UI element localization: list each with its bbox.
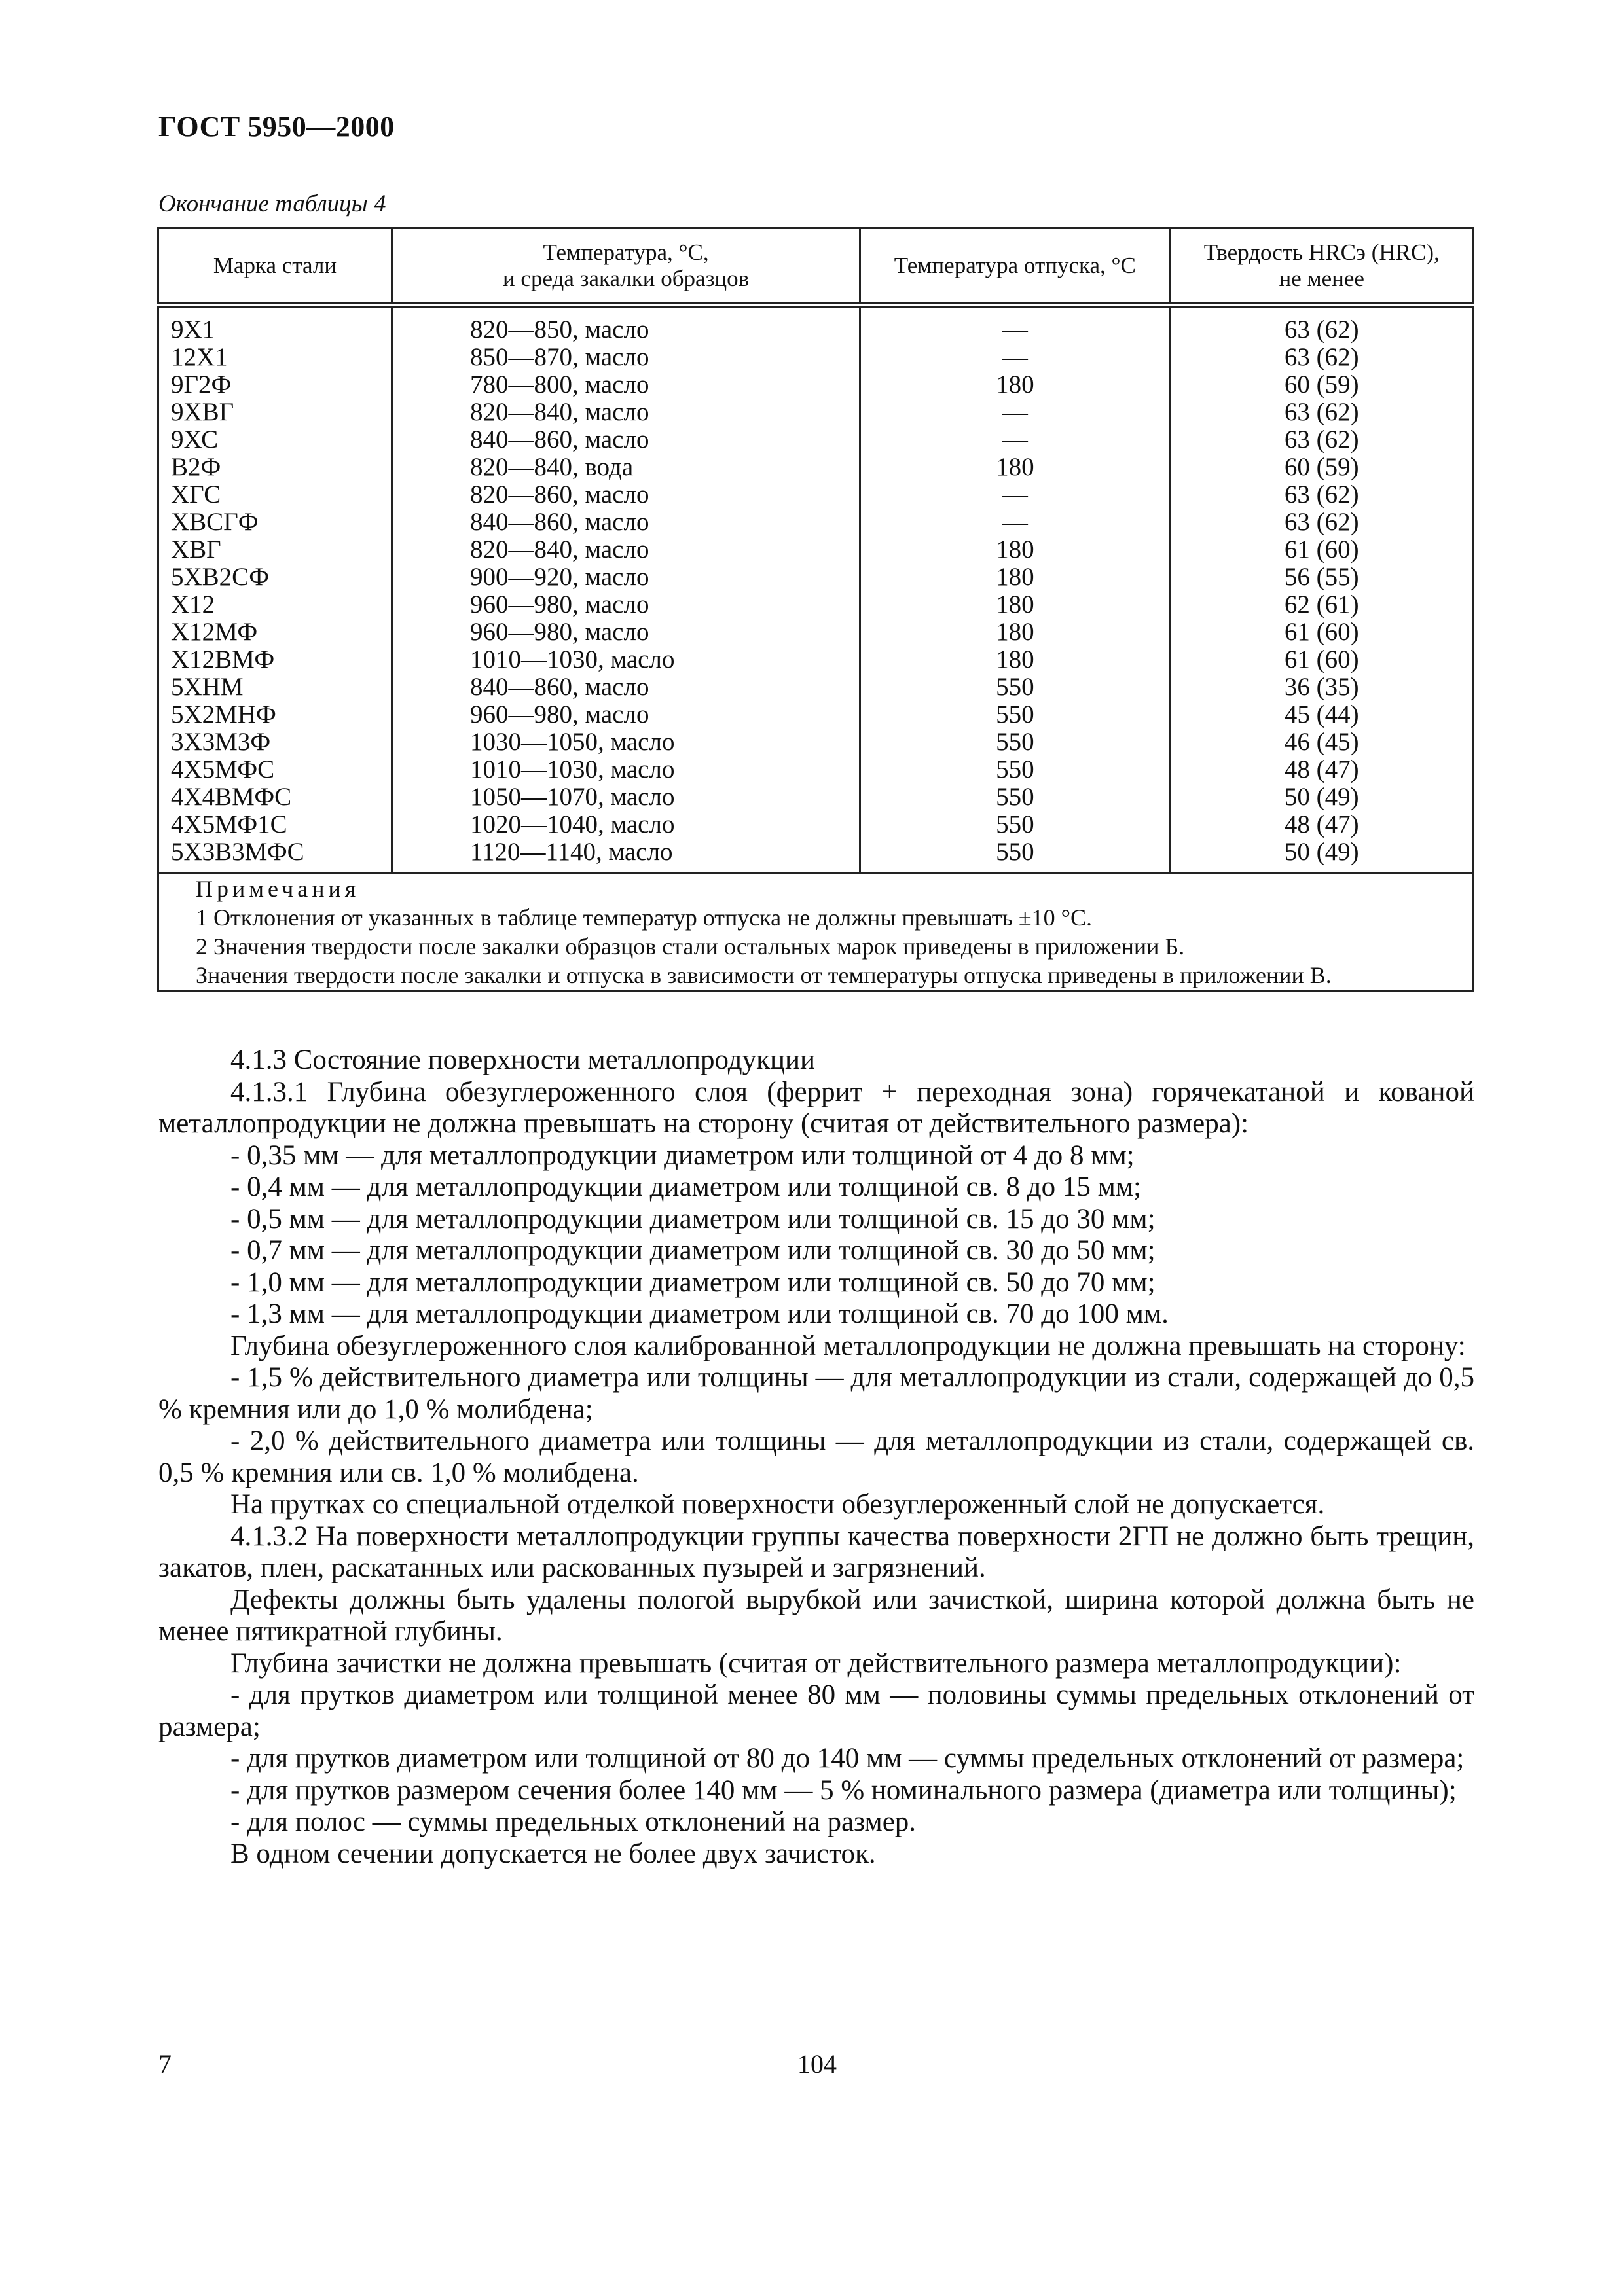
grade-cell: 4Х5МФС <box>171 755 275 783</box>
body-paragraph: В одном сечении допускается не более двух зачисток. <box>230 1838 876 1869</box>
grade-cell: 5ХНМ <box>171 673 244 701</box>
grade-cell: 9ХВГ <box>171 398 234 426</box>
temper-cell: 180 <box>996 535 1034 564</box>
temper-column <box>860 306 1170 874</box>
temper-cell: 550 <box>996 810 1034 838</box>
body-paragraph: - для прутков размером сечения более 140 мм — 5 % номинального размера (диаметра или толщины); <box>230 1774 1457 1806</box>
body-paragraph: 4.1.3.1 Глубина обезуглероженного слоя (феррит + переходная зона) горячекатаной и кованой металлопродукции не должна превышать на сторону (считая от действительного размера): <box>158 1076 1474 1139</box>
grade-cell: 12Х1 <box>171 343 228 371</box>
hardness-cell: 48 (47) <box>1284 755 1359 783</box>
grade-cell: ХГС <box>171 480 221 509</box>
grade-cell: 3Х3М3Ф <box>171 728 271 756</box>
column-header-grade: Марка стали <box>158 228 392 306</box>
body-paragraph: - 0,4 мм — для металлопродукции диаметром или толщиной св. 8 до 15 мм; <box>230 1172 1142 1202</box>
hardness-cell: 45 (44) <box>1284 700 1359 728</box>
temper-cell: 550 <box>996 673 1034 701</box>
quench-cell: 1010—1030, масло <box>469 755 675 783</box>
temper-cell: 180 <box>996 453 1034 481</box>
temper-cell: — <box>1002 398 1028 426</box>
body-paragraph: 4.1.3.2 На поверхности металлопродукции группы качества поверхности 2ГП не должно быть трещин, закатов, плен, раскатанных или раскованных пузырей и загрязнений. <box>158 1520 1474 1583</box>
quench-cell: 1010—1030, масло <box>469 645 675 673</box>
grade-cell: 4Х5МФ1С <box>171 810 287 838</box>
temper-cell: 180 <box>996 618 1034 646</box>
hardness-cell: 36 (35) <box>1284 673 1359 701</box>
hardness-cell: 60 (59) <box>1284 453 1359 481</box>
temper-cell: 550 <box>996 838 1034 866</box>
body-paragraph: Глубина обезуглероженного слоя калиброванной металлопродукции не должна превышать на сторону: <box>230 1330 1466 1361</box>
hardness-cell: 56 (55) <box>1284 563 1359 591</box>
table-notes <box>158 874 1474 991</box>
quench-cell: 820—840, вода <box>469 453 634 481</box>
temper-cell: 550 <box>996 783 1034 811</box>
quench-cell: 900—920, масло <box>469 563 649 591</box>
notes-title: Примечания <box>196 876 360 902</box>
hardness-cell: 63 (62) <box>1284 480 1359 509</box>
note-item: 1 Отклонения от указанных в таблице температур отпуска не должны превышать ±10 °С. <box>196 905 1093 931</box>
hardness-cell: 50 (49) <box>1284 783 1359 811</box>
grade-cell: 5ХВ2СФ <box>171 563 270 591</box>
grade-cell: 5Х2МНФ <box>171 700 276 728</box>
body-paragraph: Дефекты должны быть удалены пологой вырубкой или зачисткой, ширина которой должна быть не менее пятикратной глубины. <box>158 1584 1474 1647</box>
grade-cell: 4Х4ВМФС <box>171 783 292 811</box>
quench-cell: 960—980, масло <box>469 590 649 619</box>
temper-cell: 550 <box>996 728 1034 756</box>
grade-cell: Х12ВМФ <box>171 645 275 673</box>
body-paragraph: 4.1.3 Состояние поверхности металлопродукции <box>230 1045 816 1075</box>
hardness-cell: 61 (60) <box>1284 618 1359 646</box>
quench-cell: 840—860, масло <box>469 673 649 701</box>
grade-cell: ХВГ <box>171 535 221 564</box>
page-number-center: 104 <box>797 2049 837 2079</box>
body-paragraph: - для прутков диаметром или толщиной менее 80 мм — половины суммы предельных отклонений от размера; <box>158 1679 1474 1742</box>
body-paragraph: Глубина зачистки не должна превышать (считая от действительного размера металлопродукции): <box>230 1647 1402 1679</box>
table-notes-row <box>158 874 1474 991</box>
temper-cell: — <box>1002 315 1028 344</box>
temper-cell: 180 <box>996 563 1034 591</box>
body-paragraph: - 0,5 мм — для металлопродукции диаметром или толщиной св. 15 до 30 мм; <box>230 1203 1156 1234</box>
hardness-cell: 48 (47) <box>1284 810 1359 838</box>
temper-cell: — <box>1002 343 1028 371</box>
grade-cell: 9Х1 <box>171 315 215 344</box>
temper-cell: — <box>1002 508 1028 536</box>
hardness-cell: 61 (60) <box>1284 645 1359 673</box>
temper-cell: — <box>1002 425 1028 454</box>
hardness-cell: 62 (61) <box>1284 590 1359 619</box>
body-text <box>158 1045 1474 1870</box>
table-body-row <box>158 306 1474 874</box>
hardness-cell: 63 (62) <box>1284 508 1359 536</box>
temper-cell: 550 <box>996 700 1034 728</box>
hardness-cell: 61 (60) <box>1284 535 1359 564</box>
quench-cell: 840—860, масло <box>469 508 649 536</box>
body-paragraph: - для полос — суммы предельных отклонений на размер. <box>230 1806 917 1837</box>
hardness-cell: 63 (62) <box>1284 343 1359 371</box>
grade-cell: 5Х3В3МФС <box>171 838 304 866</box>
grade-cell: 9Г2Ф <box>171 370 232 399</box>
quench-cell: 960—980, масло <box>469 700 649 728</box>
hardness-column <box>1170 306 1474 874</box>
body-paragraph: - 1,3 мм — для металлопродукции диаметром или толщиной св. 70 до 100 мм. <box>230 1299 1169 1329</box>
hardness-cell: 50 (49) <box>1284 838 1359 866</box>
hardness-cell: 60 (59) <box>1284 370 1359 399</box>
note-item: 2 Значения твердости после закалки образцов стали остальных марок приведены в приложении Б. <box>196 933 1185 960</box>
quench-cell: 850—870, масло <box>469 343 649 371</box>
body-paragraph: - 1,0 мм — для металлопродукции диаметром или толщиной св. 50 до 70 мм; <box>230 1266 1156 1298</box>
steel-hardness-table <box>157 227 1474 992</box>
grade-column <box>158 306 392 874</box>
grade-cell: 9ХС <box>171 425 219 454</box>
quench-cell: 1120—1140, масло <box>469 838 673 866</box>
column-header-hardness: Твердость HRCэ (HRC), не менее <box>1170 228 1474 306</box>
quench-cell: 820—840, масло <box>469 398 649 426</box>
body-paragraph: На прутках со специальной отделкой поверхности обезуглероженный слой не допускается. <box>230 1489 1325 1520</box>
temper-cell: 550 <box>996 755 1034 783</box>
hardness-cell: 63 (62) <box>1284 315 1359 344</box>
body-paragraph: - 1,5 % действительного диаметра или толщины — для металлопродукции из стали, содержащей до 0,5 % кремния или до 1,0 % молибдена; <box>158 1362 1474 1425</box>
temper-cell: 180 <box>996 590 1034 619</box>
quench-cell: 820—840, масло <box>469 535 649 564</box>
table-header-row <box>158 228 1474 306</box>
hardness-cell: 63 (62) <box>1284 398 1359 426</box>
body-paragraph: - 2,0 % действительного диаметра или толщины — для металлопродукции из стали, содержащей св. 0,5 % кремния или св. 1,0 % молибдена. <box>158 1426 1474 1488</box>
grade-cell: ХВСГФ <box>171 508 259 536</box>
temper-cell: — <box>1002 480 1028 509</box>
quench-cell: 820—850, масло <box>469 315 649 344</box>
page-number-left: 7 <box>158 2049 172 2079</box>
quench-cell: 1050—1070, масло <box>469 783 675 811</box>
hardness-cell: 46 (45) <box>1284 728 1359 756</box>
column-header-quench: Температура, °С, и среда закалки образцов <box>392 228 860 306</box>
quench-cell: 960—980, масло <box>469 618 649 646</box>
column-header-temper: Температура отпуска, °С <box>860 228 1170 306</box>
body-paragraph: - 0,35 мм — для металлопродукции диаметром или толщиной от 4 до 8 мм; <box>230 1139 1135 1171</box>
grade-cell: В2Ф <box>171 453 221 481</box>
body-paragraph: - 0,7 мм — для металлопродукции диаметром или толщиной св. 30 до 50 мм; <box>230 1235 1156 1266</box>
quench-cell: 840—860, масло <box>469 425 649 454</box>
body-paragraph: - для прутков диаметром или толщиной от 80 до 140 мм — суммы предельных отклонений от размера; <box>230 1743 1465 1774</box>
hardness-cell: 63 (62) <box>1284 425 1359 454</box>
temper-cell: 180 <box>996 645 1034 673</box>
table-caption: Окончание таблицы 4 <box>158 190 386 217</box>
temper-cell: 180 <box>996 370 1034 399</box>
quench-cell: 1020—1040, масло <box>469 810 675 838</box>
quench-cell: 1030—1050, масло <box>469 728 675 756</box>
grade-cell: Х12МФ <box>171 618 258 646</box>
quench-cell: 820—860, масло <box>469 480 649 509</box>
grade-cell: Х12 <box>171 590 215 619</box>
quench-column <box>392 306 860 874</box>
document-header: ГОСТ 5950—2000 <box>158 111 395 143</box>
quench-cell: 780—800, масло <box>469 370 649 399</box>
note-item: Значения твердости после закалки и отпуска в зависимости от температуры отпуска приведены в приложении В. <box>196 962 1332 988</box>
